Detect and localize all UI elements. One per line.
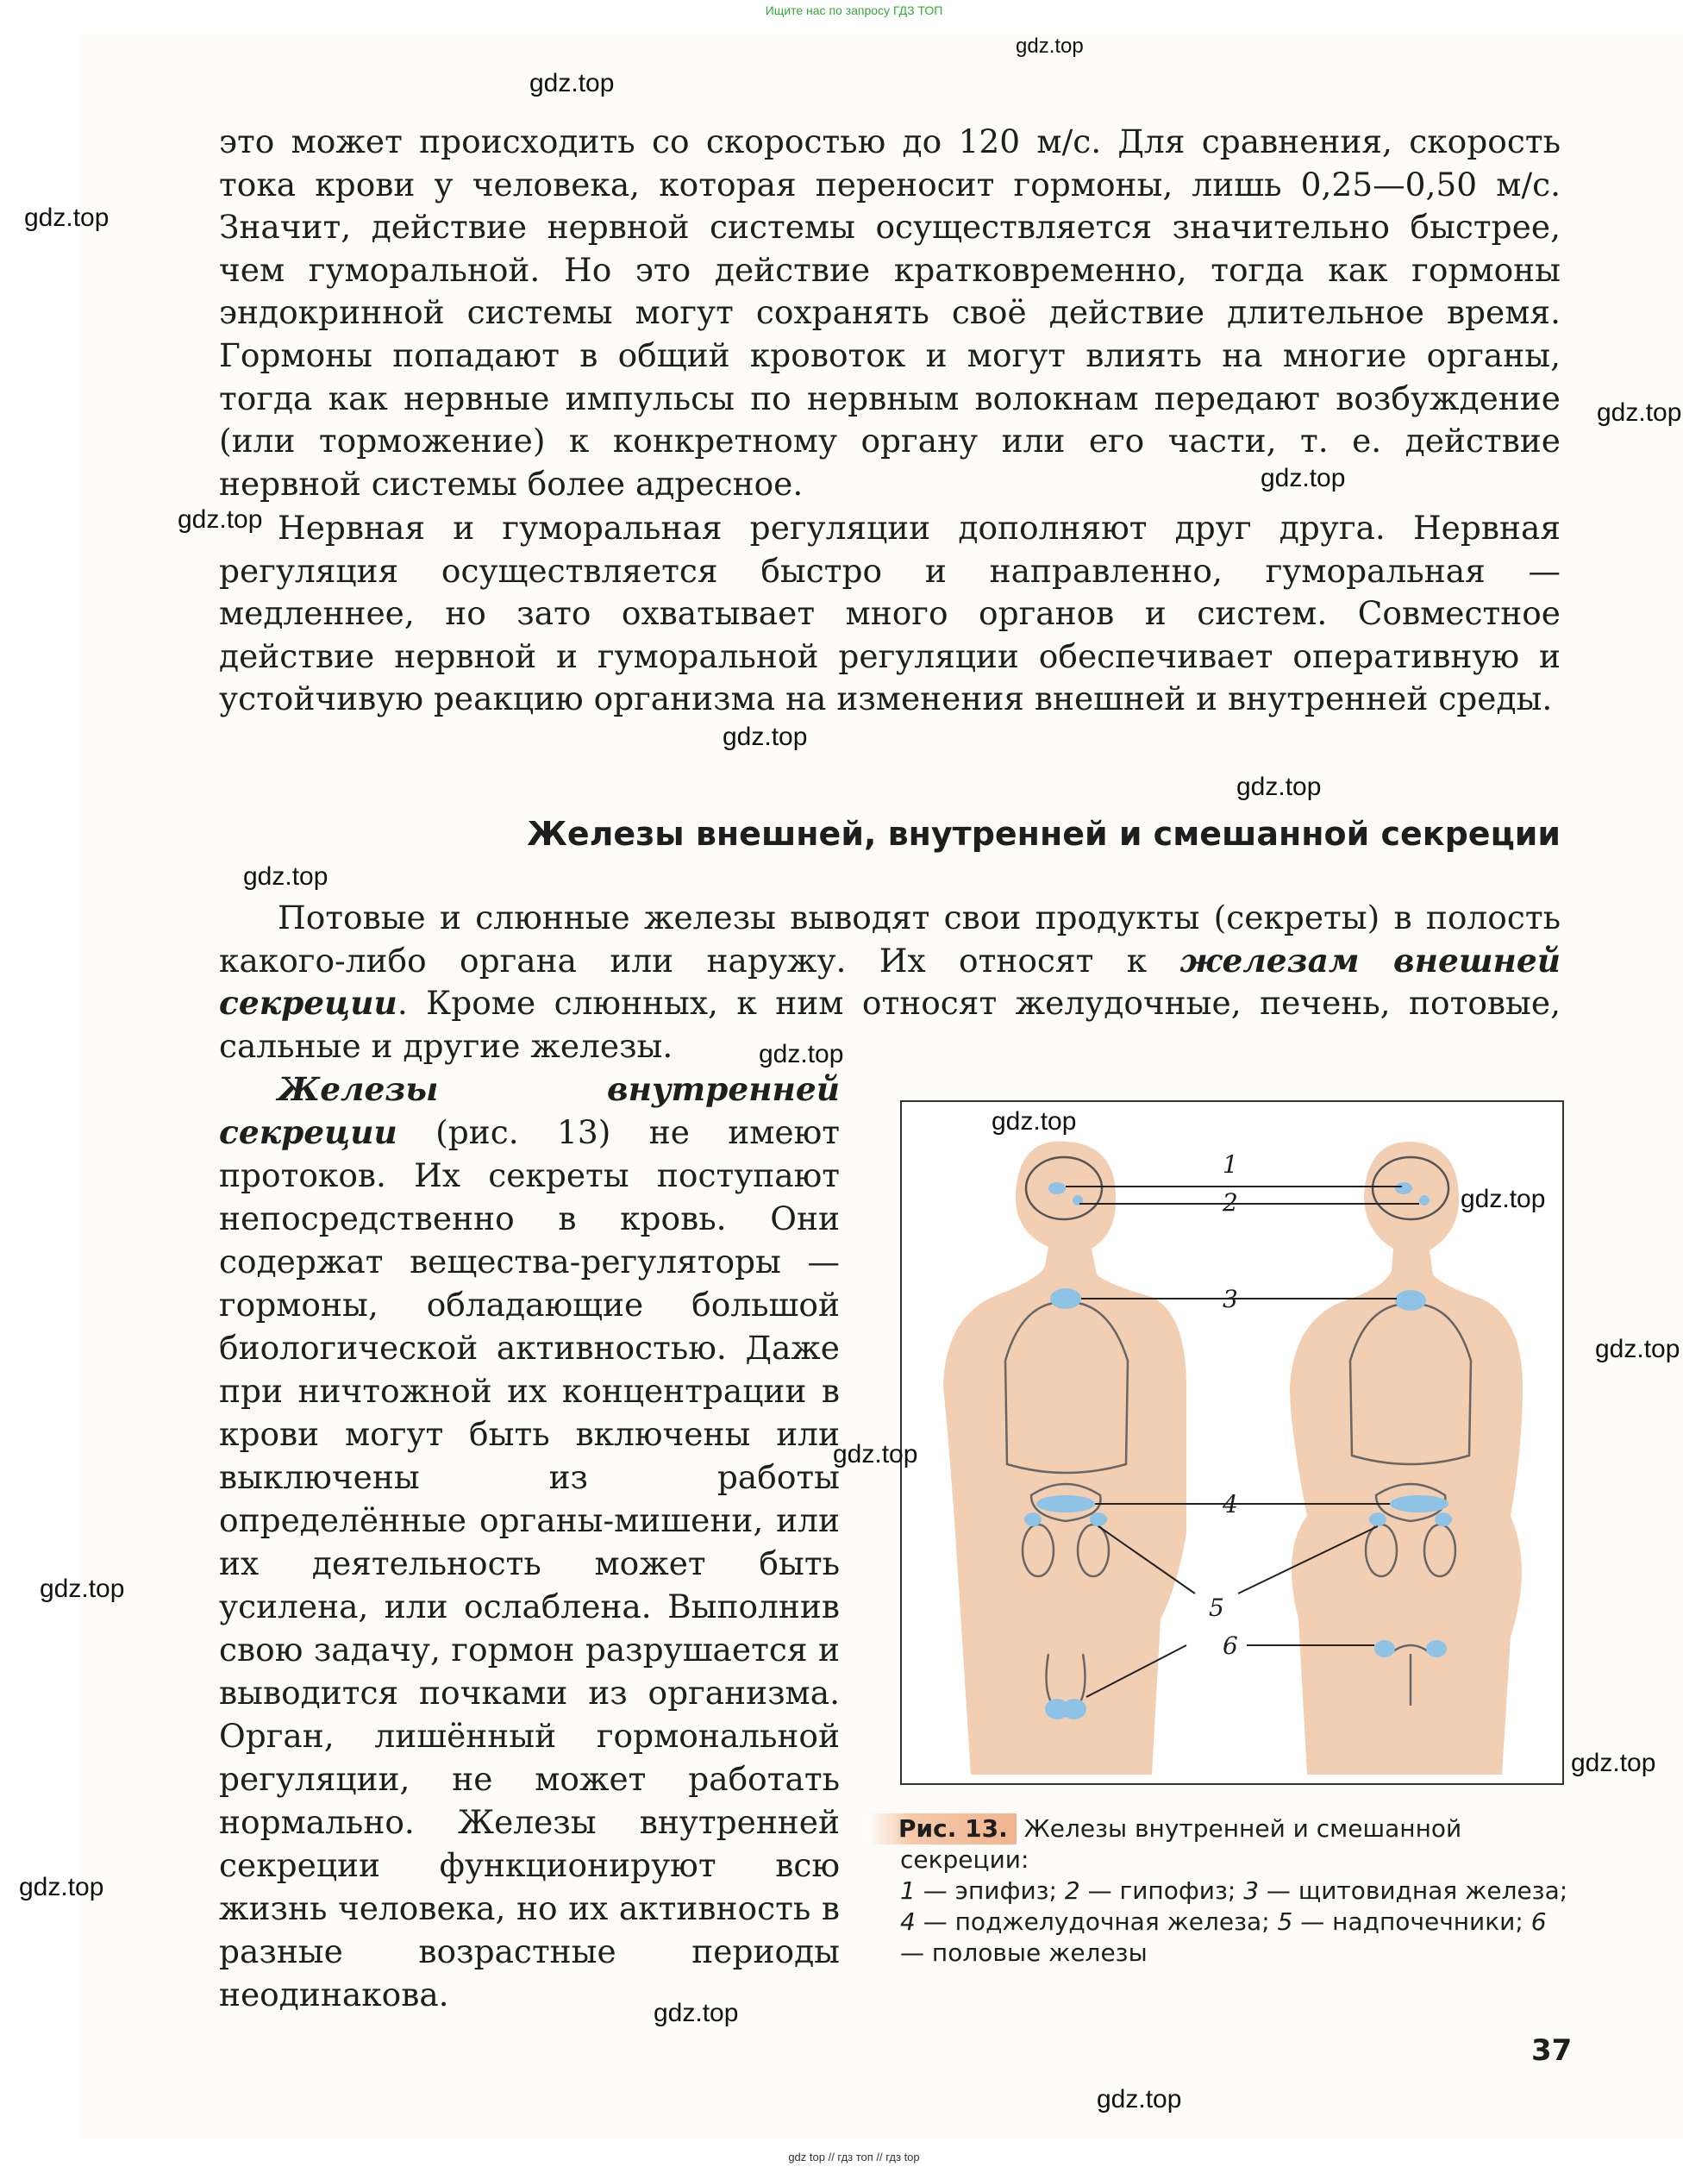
paragraph-4 — [219, 1068, 840, 2016]
caption-num-4: 4 — [900, 1907, 916, 1936]
watermark: gdz.top — [19, 1873, 104, 1901]
watermark: gdz.top — [1571, 1749, 1656, 1777]
caption-text-4: — поджелудочная железа; — [915, 1907, 1278, 1936]
male-body — [943, 1142, 1186, 1775]
term-exocrine: железам внешней секреции — [219, 941, 1561, 1023]
female-thyroid — [1395, 1290, 1426, 1311]
label-5: 5 — [1209, 1594, 1224, 1622]
female-adrenal-right — [1435, 1512, 1452, 1526]
watermark: gdz.top — [1236, 773, 1322, 801]
watermark: gdz.top — [654, 1999, 739, 2027]
female-ovary-right — [1426, 1640, 1447, 1657]
label-1: 1 — [1223, 1150, 1238, 1179]
watermark: gdz.top — [243, 862, 328, 891]
paragraph-2: Нервная и гуморальная регуляции дополняют друг друга. Нервная регуляция осуществляется быстро и направленно, гуморальная — медленнее, но зато охватывает много органов и систем. Совместное действие нервной и гуморальной регуляции обеспечивает оперативную и устойчивую реакцию организма на изменения внешней и внутренней среды. — [219, 509, 1561, 718]
label-2: 2 — [1223, 1188, 1238, 1217]
male-silhouette — [943, 1142, 1186, 1775]
header-note: Ищите нас по запросу ГДЗ ТОП — [765, 3, 943, 17]
female-body — [1290, 1142, 1523, 1775]
caption-text-5: — надпочечники; — [1292, 1907, 1531, 1936]
male-epiphysis — [1048, 1182, 1066, 1194]
caption-tag: Рис. 13. — [866, 1813, 1017, 1844]
figure-caption — [900, 1813, 1573, 1969]
female-silhouette — [1290, 1142, 1523, 1775]
caption-text-1: — эпифиз; — [915, 1876, 1065, 1905]
watermark: gdz.top — [1595, 1335, 1680, 1363]
watermark: gdz.top — [759, 1040, 844, 1068]
term-endocrine: Железы внутренней секреции — [219, 1070, 840, 1151]
paragraph-3-text-2: . Кроме слюнных, к ним относят желудочные, печень, потовые, сальные и другие железы. — [219, 984, 1561, 1065]
caption-num-2: 2 — [1064, 1876, 1080, 1905]
male-pancreas — [1036, 1495, 1095, 1512]
paragraph-3-text-1: Потовые и слюнные железы выводят свои продукты (секреты) в полость какого-либо органа или наружу. Их относят к — [219, 899, 1561, 980]
watermark: gdz.top — [833, 1440, 918, 1468]
caption-text-3: — щитовидная железа; — [1259, 1876, 1568, 1905]
label-4: 4 — [1223, 1490, 1238, 1519]
watermark: gdz.top — [992, 1107, 1077, 1136]
caption-text-2: — гипофиз; — [1079, 1876, 1244, 1905]
page-number: 37 — [1531, 2033, 1573, 2068]
label-6: 6 — [1223, 1631, 1238, 1660]
paragraph-3 — [219, 897, 1561, 1068]
female-pituitary — [1419, 1195, 1430, 1205]
caption-num-3: 3 — [1243, 1876, 1260, 1905]
watermark: gdz.top — [178, 505, 263, 534]
male-adrenal-right — [1090, 1512, 1107, 1526]
footer-note: gdz top // гдз топ // гдз top — [788, 2151, 920, 2164]
caption-text-6: — половые железы — [900, 1938, 1148, 1967]
female-epiphysis — [1395, 1182, 1412, 1194]
paragraph-4-text: (рис. 13) не имеют протоков. Их секреты поступают непосредственно в кровь. Они содержат вещества-регуляторы — гормоны, обладающие большой биологической активностью. Даже при ничтожной их концентрации в крови могут быть включены или выключены из работы определённые органы-мишени, или их деятельность может быть усилена, или ослаблена. Выполнив свою задачу, гормон разрушается и выводится почками из организма. Орган, лишённый гормональной регуляции, не может работать нормально. Железы внутренней секреции функционируют всю жизнь человека, но их активность в разные возрастные периоды неодинакова. — [219, 1113, 840, 2013]
male-adrenal-left — [1024, 1512, 1042, 1526]
watermark: gdz.top — [40, 1575, 125, 1603]
paragraph-1: это может происходить со скоростью до 120 м/с. Для сравнения, скорость тока крови у человека, которая переносит гормоны, лишь 0,25—0,50 м/с. Значит, действие нервной системы осуществляется значительно быстрее, чем гуморальной. Но это действие кратковременно, тогда как гормоны эндокринной системы могут сохранять своё действие длительное время. Гормоны попадают в общий кровоток и могут влиять на многие органы, тогда как нервные импульсы по нервным волокнам передают возбуждение (или торможение) к конкретному органу или его части, т. е. действие нервной системы более адресное. — [219, 122, 1561, 503]
caption-title: Железы внутренней и смешанной секреции: — [900, 1814, 1462, 1874]
watermark: gdz.top — [1597, 398, 1682, 427]
watermark: gdz.top — [723, 723, 808, 751]
male-thyroid — [1050, 1288, 1081, 1309]
watermark: gdz.top — [1097, 2085, 1182, 2114]
section-heading: Железы внешней, внутренней и смешанной секреции — [527, 815, 1561, 853]
female-pancreas — [1390, 1495, 1448, 1512]
caption-num-6: 6 — [1530, 1907, 1547, 1936]
watermark: gdz.top — [1261, 464, 1346, 492]
label-3: 3 — [1223, 1285, 1238, 1313]
watermark: gdz.top — [529, 69, 615, 97]
caption-num-1: 1 — [900, 1876, 916, 1905]
watermark: gdz.top — [24, 204, 109, 232]
caption-num-5: 5 — [1277, 1907, 1293, 1936]
male-gonad-right — [1062, 1699, 1086, 1719]
female-ovary-left — [1374, 1640, 1395, 1657]
watermark: gdz.top — [1016, 34, 1084, 58]
female-adrenal-left — [1369, 1512, 1386, 1526]
watermark: gdz.top — [1461, 1185, 1546, 1213]
